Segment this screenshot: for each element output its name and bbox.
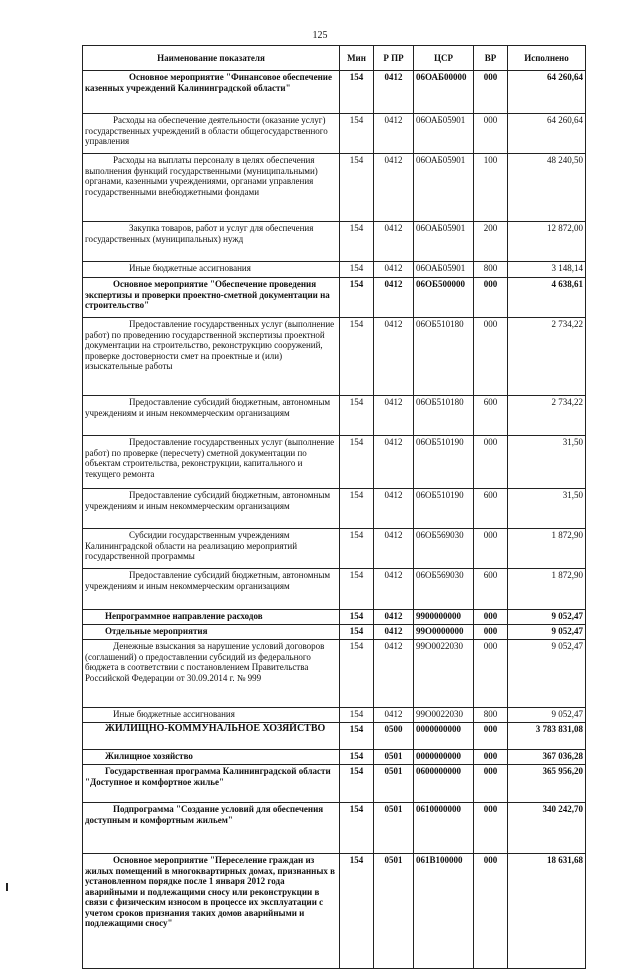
row-ministry-code: 154 (340, 114, 374, 154)
row-expense-type: 600 (474, 396, 508, 436)
row-name: Непрограммное направление расходов (83, 610, 340, 625)
row-section-code: 0412 (374, 262, 414, 278)
row-name: Субсидии государственным учреждениям Калининградской области на реализацию мероприятий государственной программы (83, 529, 340, 569)
row-target-code: 06ОАБ05901 (414, 262, 474, 278)
row-name: Расходы на выплаты персоналу в целях обеспечения выполнения функций государственными (муниципальными) органами, казенными учреждениями, органами управления государственными внебюджетными фондами (83, 154, 340, 222)
row-executed-amount: 9 052,47 (508, 708, 586, 723)
row-name: Иные бюджетные ассигнования (83, 708, 340, 723)
row-executed-amount: 367 036,28 (508, 750, 586, 765)
row-section-code: 0501 (374, 765, 414, 803)
row-target-code: 06ОБ510180 (414, 318, 474, 396)
row-expense-type: 200 (474, 222, 508, 262)
row-target-code: 0610000000 (414, 803, 474, 854)
row-name: Денежные взыскания за нарушение условий договоров (соглашений) о предоставлении субсидий из федерального бюджета в соответствии с постановлением Правительства Российской Федерации от 30.09.2014 г. № 999 (83, 640, 340, 708)
row-executed-amount: 1 872,90 (508, 529, 586, 569)
margin-mark (6, 883, 8, 891)
row-executed-amount: 1 872,90 (508, 569, 586, 610)
page-number: 125 (312, 30, 328, 41)
row-expense-type: 000 (474, 71, 508, 114)
row-expense-type: 000 (474, 318, 508, 396)
row-section-code: 0412 (374, 154, 414, 222)
row-executed-amount: 48 240,50 (508, 154, 586, 222)
row-target-code: 06ОБ500000 (414, 278, 474, 318)
row-section-code: 0412 (374, 569, 414, 610)
row-ministry-code: 154 (340, 222, 374, 262)
row-expense-type: 000 (474, 529, 508, 569)
row-executed-amount: 3 148,14 (508, 262, 586, 278)
row-target-code: 06ОАБ05901 (414, 154, 474, 222)
row-expense-type: 000 (474, 610, 508, 625)
row-executed-amount: 18 631,68 (508, 854, 586, 969)
table-row (83, 114, 586, 154)
table-row (83, 222, 586, 262)
row-name: Предоставление субсидий бюджетным, автономным учреждениям и иным некоммерческим организациям (83, 396, 340, 436)
row-executed-amount: 4 638,61 (508, 278, 586, 318)
row-target-code: 99О0022030 (414, 708, 474, 723)
row-expense-type: 000 (474, 723, 508, 750)
table-row (83, 154, 586, 222)
table-row (83, 569, 586, 610)
table-row (83, 803, 586, 854)
row-section-code: 0412 (374, 640, 414, 708)
row-ministry-code: 154 (340, 610, 374, 625)
table-row (83, 71, 586, 114)
row-name: Основное мероприятие "Обеспечение проведения экспертизы и проверки проектно-сметной документации на строительство" (83, 278, 340, 318)
row-executed-amount: 2 734,22 (508, 396, 586, 436)
table-row (83, 625, 586, 640)
row-target-code: 06ОБ569030 (414, 569, 474, 610)
row-expense-type: 000 (474, 640, 508, 708)
row-target-code: 99О0000000 (414, 625, 474, 640)
row-name: Отдельные мероприятия (83, 625, 340, 640)
row-ministry-code: 154 (340, 318, 374, 396)
row-ministry-code: 154 (340, 262, 374, 278)
table-row (83, 529, 586, 569)
row-ministry-code: 154 (340, 803, 374, 854)
table-row (83, 396, 586, 436)
row-target-code: 06ОБ510190 (414, 436, 474, 489)
row-name: Основное мероприятие "Переселение граждан из жилых помещений в многоквартирных домах, признанных в установленном порядке после 1 января 2012 года аварийными и подлежащими сносу или реконструкции в связи с физическим износом в процессе их эксплуатации с учетом сроков признания таких домов аварийными и подлежащими сносу" (83, 854, 340, 969)
row-name: Основное мероприятие "Финансовое обеспечение казенных учреждений Калининградской области" (83, 71, 340, 114)
row-section-code: 0412 (374, 71, 414, 114)
row-executed-amount: 365 956,20 (508, 765, 586, 803)
row-section-code: 0412 (374, 396, 414, 436)
row-executed-amount: 3 783 831,08 (508, 723, 586, 750)
row-target-code: 0600000000 (414, 765, 474, 803)
row-ministry-code: 154 (340, 396, 374, 436)
row-executed-amount: 9 052,47 (508, 610, 586, 625)
table-row (83, 436, 586, 489)
row-section-code: 0412 (374, 610, 414, 625)
row-ministry-code: 154 (340, 640, 374, 708)
row-ministry-code: 154 (340, 854, 374, 969)
row-expense-type: 600 (474, 569, 508, 610)
row-ministry-code: 154 (340, 765, 374, 803)
row-section-code: 0501 (374, 750, 414, 765)
row-expense-type: 000 (474, 625, 508, 640)
row-ministry-code: 154 (340, 750, 374, 765)
row-name: Государственная программа Калининградской области "Доступное и комфортное жилье" (83, 765, 340, 803)
row-expense-type: 000 (474, 750, 508, 765)
column-header-name: Наименование показателя (83, 46, 340, 71)
row-expense-type: 000 (474, 854, 508, 969)
row-section-code: 0412 (374, 222, 414, 262)
row-name: Расходы на обеспечение деятельности (оказание услуг) государственных учреждений в области общегосударственного управления (83, 114, 340, 154)
row-executed-amount: 64 260,64 (508, 71, 586, 114)
row-ministry-code: 154 (340, 529, 374, 569)
column-header-expense-type: ВР (474, 46, 508, 71)
table-row (83, 640, 586, 708)
row-expense-type: 000 (474, 803, 508, 854)
table-row (83, 765, 586, 803)
row-ministry-code: 154 (340, 436, 374, 489)
row-section-code: 0412 (374, 489, 414, 529)
table-row (83, 489, 586, 529)
row-section-code: 0412 (374, 625, 414, 640)
row-ministry-code: 154 (340, 154, 374, 222)
row-target-code: 06ОБ510190 (414, 489, 474, 529)
row-expense-type: 000 (474, 114, 508, 154)
table-row (83, 278, 586, 318)
row-name: Иные бюджетные ассигнования (83, 262, 340, 278)
table-row (83, 723, 586, 750)
table-row (83, 708, 586, 723)
row-section-code: 0500 (374, 723, 414, 750)
table-row (83, 750, 586, 765)
row-ministry-code: 154 (340, 723, 374, 750)
row-target-code: 0000000000 (414, 723, 474, 750)
table-row (83, 610, 586, 625)
row-expense-type: 800 (474, 262, 508, 278)
row-target-code: 06ОАБ00000 (414, 71, 474, 114)
row-ministry-code: 154 (340, 278, 374, 318)
row-executed-amount: 9 052,47 (508, 625, 586, 640)
row-expense-type: 000 (474, 278, 508, 318)
row-ministry-code: 154 (340, 71, 374, 114)
row-executed-amount: 12 872,00 (508, 222, 586, 262)
row-target-code: 06ОАБ05901 (414, 222, 474, 262)
column-header-ministry: Мин (340, 46, 374, 71)
row-ministry-code: 154 (340, 489, 374, 529)
row-section-code: 0412 (374, 529, 414, 569)
row-name: Предоставление субсидий бюджетным, автономным учреждениям и иным некоммерческим организациям (83, 569, 340, 610)
table-header-row (83, 46, 586, 71)
row-name: Подпрограмма "Создание условий для обеспечения доступным и комфортным жильем" (83, 803, 340, 854)
table-body (83, 71, 586, 969)
row-target-code: 06ОБ510180 (414, 396, 474, 436)
row-section-code: 0412 (374, 318, 414, 396)
row-section-code: 0501 (374, 854, 414, 969)
table-row (83, 854, 586, 969)
column-header-target-code: ЦСР (414, 46, 474, 71)
table-row (83, 262, 586, 278)
row-ministry-code: 154 (340, 708, 374, 723)
row-name: Предоставление государственных услуг (выполнение работ) по проверке (пересчету) сметной документации по объектам строительства, реконструкции, капитального и текущего ремонта (83, 436, 340, 489)
row-target-code: 06ОАБ05901 (414, 114, 474, 154)
row-section-code: 0412 (374, 436, 414, 489)
row-name: Предоставление субсидий бюджетным, автономным учреждениям и иным некоммерческим организациям (83, 489, 340, 529)
row-name: Жилищное хозяйство (83, 750, 340, 765)
row-expense-type: 000 (474, 436, 508, 489)
row-target-code: 06ОБ569030 (414, 529, 474, 569)
row-executed-amount: 31,50 (508, 436, 586, 489)
row-target-code: 061В100000 (414, 854, 474, 969)
budget-table (82, 45, 586, 969)
row-executed-amount: 9 052,47 (508, 640, 586, 708)
row-expense-type: 000 (474, 765, 508, 803)
row-target-code: 9900000000 (414, 610, 474, 625)
column-header-section: Р ПР (374, 46, 414, 71)
row-target-code: 0000000000 (414, 750, 474, 765)
row-ministry-code: 154 (340, 569, 374, 610)
row-expense-type: 800 (474, 708, 508, 723)
row-section-code: 0412 (374, 278, 414, 318)
row-ministry-code: 154 (340, 625, 374, 640)
row-section-code: 0412 (374, 708, 414, 723)
row-executed-amount: 31,50 (508, 489, 586, 529)
row-executed-amount: 64 260,64 (508, 114, 586, 154)
row-name: Предоставление государственных услуг (выполнение работ) по проведению государственной экспертизы проектной документации на строительство, реконструкцию сооружений, проверке достоверности смет на проектные и (или) изыскательные работы (83, 318, 340, 396)
table-row (83, 318, 586, 396)
row-section-code: 0501 (374, 803, 414, 854)
row-executed-amount: 2 734,22 (508, 318, 586, 396)
column-header-executed: Исполнено (508, 46, 586, 71)
row-target-code: 99О0022030 (414, 640, 474, 708)
row-name: Закупка товаров, работ и услуг для обеспечения государственных (муниципальных) нужд (83, 222, 340, 262)
row-expense-type: 100 (474, 154, 508, 222)
row-section-code: 0412 (374, 114, 414, 154)
row-executed-amount: 340 242,70 (508, 803, 586, 854)
row-name: ЖИЛИЩНО-КОММУНАЛЬНОЕ ХОЗЯЙСТВО (83, 723, 340, 750)
row-expense-type: 600 (474, 489, 508, 529)
